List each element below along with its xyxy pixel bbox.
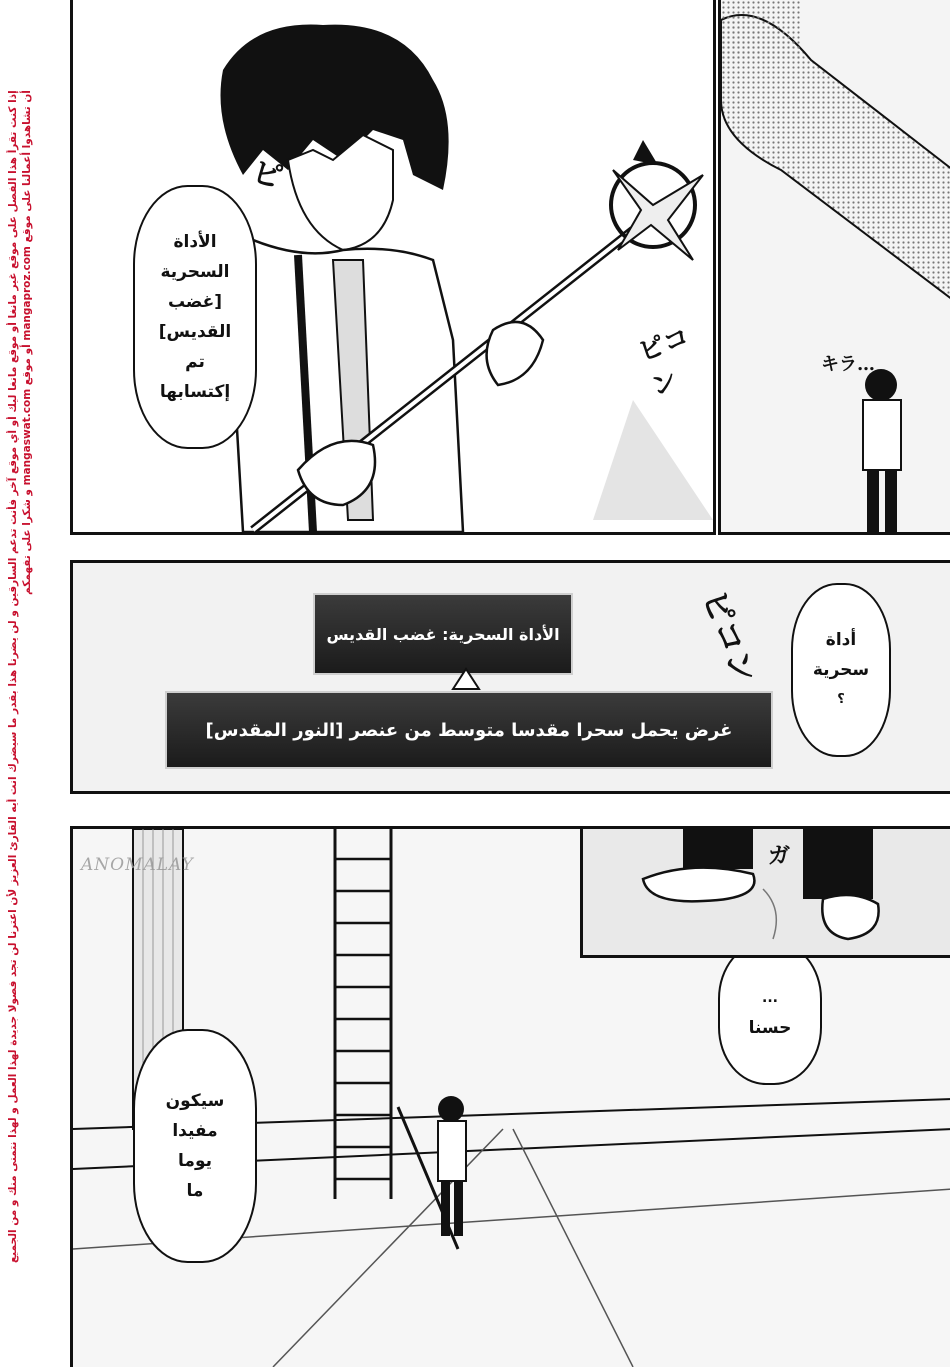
- speech-bubble-magic-tool: [791, 583, 891, 757]
- item-description-box: غرض يحمل سحرا مقدسا متوسط من عنصر [النور المقدس]: [165, 691, 773, 769]
- sfx-glow: ピコン: [634, 322, 694, 403]
- bubble-line: سيكون: [165, 1091, 225, 1111]
- piracy-watermark: إذا كنت تقرأ هذا الفصل على موقع غير مانغا أو موقع مانغا ليك أو أي موقع آخر فأنت تدعم السارقين و لن يضرنا هذا بقدر ما سيضرك انت أيه القارئ العزيز لأن اعترنا لن تجد فصولا جديدة لهذا العمل و لهذا نتمنى منك و من الجميع أن تشاهدوا أعمالنا على موقع mangaproz.com أو موقع mangaswat.com و شكرا على تفهمكم: [7, 90, 33, 1263]
- panel-small-figure: [718, 0, 950, 535]
- sfx-puzzled: キラ…: [821, 354, 875, 375]
- feet-illustration: [583, 829, 950, 955]
- panel-item-description: [70, 560, 950, 794]
- bubble-line: ما: [186, 1181, 204, 1201]
- scanlation-logo: ANOMALAY: [81, 855, 194, 875]
- sfx-ping: ピコン: [694, 585, 764, 689]
- item-title-box: الأداة السحرية: غضب القديس: [313, 593, 573, 675]
- bubble-line: الأداة: [173, 232, 217, 252]
- bubble-line: حسنا: [748, 1018, 792, 1038]
- bubble-line: ...: [762, 990, 778, 1006]
- sfx-step: ガ: [768, 843, 791, 869]
- bubble-line: تم: [185, 352, 205, 372]
- speech-bubble-acquired: [133, 185, 257, 449]
- bubble-line: إكتسابها: [159, 382, 231, 402]
- bubble-line: يوما: [178, 1151, 212, 1171]
- bubble-line: أداة: [825, 630, 857, 650]
- pointer-arrow-icon: [451, 667, 481, 691]
- bubble-line: السحرية: [160, 262, 230, 282]
- bubble-line: مفيدا: [172, 1121, 218, 1141]
- panel-character-with-staff: [70, 0, 716, 535]
- panel-feet-closeup: [580, 826, 950, 958]
- bubble-line: [غضب: [167, 292, 223, 312]
- room-illustration: [721, 0, 950, 532]
- bubble-line: سحرية: [812, 660, 870, 680]
- bubble-line: القديس]: [158, 322, 232, 342]
- bubble-line: ؟: [837, 692, 845, 707]
- speech-bubble-well: [718, 941, 822, 1085]
- speech-bubble-useful-someday: [133, 1029, 257, 1263]
- sfx-shine: ピ: [248, 154, 287, 197]
